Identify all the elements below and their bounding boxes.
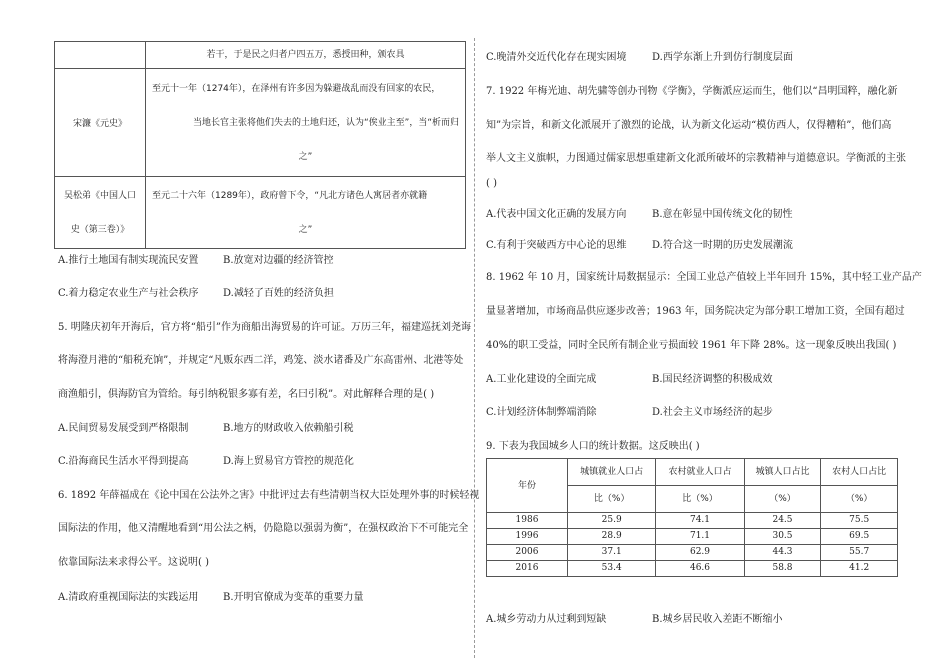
q8-option-d[interactable]: D.社会主义市场经济的起步	[652, 407, 773, 418]
table-cell: 2016	[487, 561, 568, 577]
table-cell-source: 宋濂《元史》	[55, 69, 146, 177]
cell-line: 史（第三卷）》	[70, 224, 130, 235]
q5-stem-line: 商渔船引，俱海防官为管给。每引纳税银多寡有差，名曰引税”。对此解释合理的是( )	[58, 389, 435, 400]
header-year: 年份	[487, 459, 568, 513]
table-row	[487, 529, 898, 545]
table-row	[487, 513, 898, 529]
table-row	[55, 69, 466, 177]
q5-stem-line: 将海澄月港的“船税充饷”，并规定“凡贩东西二洋，鸡笼、淡水诸番及广东高雷州、北港等处	[58, 355, 464, 366]
q8-stem-line: 8. 1962 年 10 月，国家统计局数据显示：全国工业总产值较上半年回升 15%，其中轻工业产品产	[486, 272, 922, 283]
q7-option-d[interactable]: D.符合这一时期的历史发展潮流	[652, 240, 793, 251]
table-cell-text	[146, 69, 466, 177]
q6-option-a[interactable]: A.清政府重视国际法的实践运用	[58, 592, 199, 603]
q7-stem-line: 7. 1922 年梅光迪、胡先骕等创办刊物《学衡》，学衡派应运而生，他们以“昌明国粹，融化新	[486, 86, 898, 97]
cell-line: 当地长官主张将他们失去的土地归还，认为“俟业主至”，当“析而归	[193, 117, 459, 128]
q6-option-d[interactable]: D.西学东渐上升到仿行制度层面	[652, 52, 793, 63]
q6-stem-line: 6. 1892 年薛福成在《论中国在公法外之害》中批评过去有些清朝当权大臣处理外事的时候轻视	[58, 490, 480, 501]
table-cell: 69.5	[821, 529, 898, 545]
cell-line: 之”	[298, 151, 313, 162]
q9-stem: 9. 下表为我国城乡人口的统计数据。这反映出( )	[486, 441, 700, 452]
q9-population-table	[486, 458, 898, 577]
table-header-row	[487, 459, 898, 486]
q7-stem-line: 举人文主义旗帜，力图通过儒家思想重建新文化派所破坏的宗教精神与道德意识。学衡派的主张	[486, 153, 906, 164]
table-cell: 1996	[487, 529, 568, 545]
cell-line: 吴松弟《中国人口	[63, 190, 136, 201]
table-cell: 25.9	[568, 513, 656, 529]
q8-stem-line: 40%的职工受益，同时全民所有制企业亏损面较 1961 年下降 28%。这一现象反映出我国( )	[486, 340, 897, 351]
q6-option-b[interactable]: B.开明官僚成为变革的重要力量	[223, 592, 364, 603]
header-unit: （%）	[821, 486, 898, 513]
q4-source-table	[54, 41, 466, 249]
cell-line: 至元十一年（1274年），在泽州有许多因为躲避战乱而没有回家的农民，	[152, 83, 441, 94]
page-divider	[474, 38, 475, 658]
table-cell: 2006	[487, 545, 568, 561]
q9-option-a[interactable]: A.城乡劳动力从过剩到短缺	[486, 614, 607, 625]
q4-option-c[interactable]: C.着力稳定农业生产与社会秩序	[58, 288, 199, 299]
q7-option-a[interactable]: A.代表中国文化正确的发展方向	[486, 209, 627, 220]
table-cell: 53.4	[568, 561, 656, 577]
table-cell: 58.8	[744, 561, 821, 577]
cell-line: 若干，于是民之归者户四五万，悉授田种，颁农具	[206, 50, 405, 60]
q4-option-d[interactable]: D.减轻了百姓的经济负担	[223, 288, 334, 299]
q4-option-a[interactable]: A.推行土地国有制实现流民安置	[58, 255, 199, 266]
cell-line: 之”	[298, 224, 313, 235]
cell-line: 至元二十六年（1289年），政府曾下令，“凡北方诸色人寓居者亦就籍	[152, 190, 428, 201]
q8-stem-line: 量显著增加，市场商品供应逐步改善；1963 年，国务院决定为部分职工增加工资，全国有超过	[486, 306, 905, 317]
table-row	[55, 177, 466, 249]
header-unit: （%）	[744, 486, 821, 513]
table-cell-text	[146, 177, 466, 249]
table-cell: 55.7	[821, 545, 898, 561]
table-cell: 41.2	[821, 561, 898, 577]
table-cell: 74.1	[656, 513, 744, 529]
q6-stem-line: 国际法的作用，他又清醒地看到“用公法之柄，仍隐隐以强弱为衡”，在强权政治下不可能完全	[58, 523, 469, 534]
table-cell: 28.9	[568, 529, 656, 545]
q7-stem-line: 知”为宗旨，和新文化派展开了激烈的论战，认为新文化运动“模仿西人，仅得糟粕”，他们高	[486, 120, 892, 131]
table-cell-source	[55, 42, 146, 69]
table-cell: 46.6	[656, 561, 744, 577]
q5-option-a[interactable]: A.民间贸易发展受到严格限制	[58, 423, 189, 434]
table-cell: 44.3	[744, 545, 821, 561]
table-row	[487, 561, 898, 577]
q8-option-a[interactable]: A.工业化建设的全面完成	[486, 374, 597, 385]
table-cell: 37.1	[568, 545, 656, 561]
table-cell-text	[146, 42, 466, 69]
header-unit: 比（%）	[656, 486, 744, 513]
table-cell: 75.5	[821, 513, 898, 529]
table-row	[55, 42, 466, 69]
q5-option-d[interactable]: D.海上贸易官方管控的规范化	[223, 456, 354, 467]
header-rural-population: 农村人口占比	[821, 459, 898, 486]
table-cell: 71.1	[656, 529, 744, 545]
q8-option-b[interactable]: B.国民经济调整的积极成效	[652, 374, 773, 385]
table-cell: 24.5	[744, 513, 821, 529]
q6-option-c[interactable]: C.晚清外交近代化存在现实困境	[486, 52, 627, 63]
header-rural-employment: 农村就业人口占	[656, 459, 744, 486]
q8-option-c[interactable]: C.计划经济体制弊端消除	[486, 407, 597, 418]
table-cell: 30.5	[744, 529, 821, 545]
header-urban-employment: 城镇就业人口占	[568, 459, 656, 486]
table-row	[487, 545, 898, 561]
header-urban-population: 城镇人口占比	[744, 459, 821, 486]
table-cell: 1986	[487, 513, 568, 529]
q7-stem-line: ( )	[486, 178, 497, 189]
q5-stem-line: 5. 明隆庆初年开海后，官方将“船引”作为商船出海贸易的许可证。万历三年，福建巡抚刘尧诲	[58, 322, 471, 333]
header-unit: 比（%）	[568, 486, 656, 513]
q6-stem-line: 依靠国际法来求得公平。这说明( )	[58, 557, 209, 568]
q7-option-c[interactable]: C.有利于突破西方中心论的思维	[486, 240, 627, 251]
q9-option-b[interactable]: B.城乡居民收入差距不断缩小	[652, 614, 783, 625]
q4-option-b[interactable]: B.放宽对边疆的经济管控	[223, 255, 334, 266]
table-cell-source	[55, 177, 146, 249]
q5-option-b[interactable]: B.地方的财政收入依赖船引税	[223, 423, 354, 434]
table-cell: 62.9	[656, 545, 744, 561]
q7-option-b[interactable]: B.意在彰显中国传统文化的韧性	[652, 209, 793, 220]
q5-option-c[interactable]: C.沿海商民生活水平得到提高	[58, 456, 189, 467]
